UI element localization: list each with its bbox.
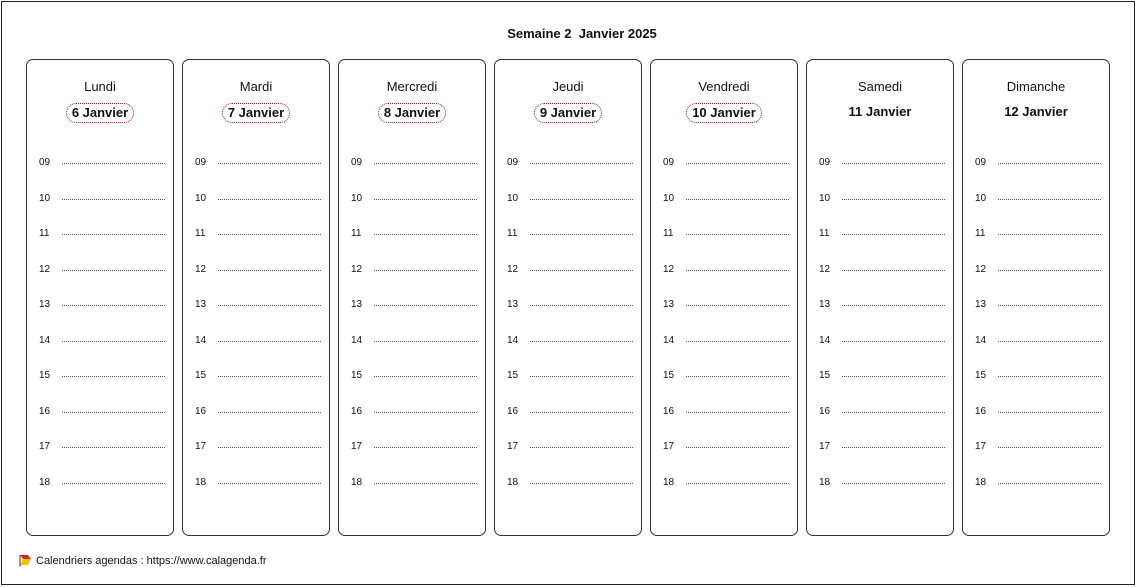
hour-label: 12 bbox=[663, 263, 675, 275]
hour-line bbox=[998, 270, 1101, 271]
hour-label: 17 bbox=[39, 441, 51, 452]
hour-label: 11 bbox=[507, 228, 518, 239]
hour-line bbox=[842, 163, 945, 164]
hour-label: 15 bbox=[975, 370, 987, 381]
hour-line bbox=[998, 376, 1101, 377]
hour-slot[interactable] bbox=[507, 477, 633, 513]
hour-slot[interactable] bbox=[663, 477, 789, 513]
hour-label: 18 bbox=[351, 476, 363, 488]
hour-line bbox=[998, 305, 1101, 306]
day-date: 6 Janvier bbox=[66, 103, 134, 123]
hour-line bbox=[686, 376, 789, 377]
hour-line bbox=[374, 447, 477, 448]
hour-line bbox=[62, 483, 165, 484]
hour-line bbox=[62, 412, 165, 413]
hour-slot[interactable] bbox=[819, 441, 945, 477]
hour-label: 09 bbox=[819, 157, 831, 168]
hour-list bbox=[351, 157, 477, 512]
hour-slot[interactable] bbox=[39, 477, 165, 513]
page-title: Semaine 2 Janvier 2025 bbox=[507, 26, 657, 41]
hour-line bbox=[218, 234, 321, 235]
hour-slot[interactable] bbox=[195, 193, 321, 229]
hour-slot[interactable] bbox=[507, 335, 633, 371]
hour-slot[interactable] bbox=[975, 477, 1101, 513]
hour-line bbox=[530, 341, 633, 342]
hour-slot[interactable] bbox=[39, 441, 165, 477]
hour-label: 15 bbox=[351, 370, 363, 381]
hour-label: 14 bbox=[351, 334, 363, 346]
hour-line bbox=[686, 234, 789, 235]
hour-label: 18 bbox=[663, 476, 675, 488]
hour-label: 12 bbox=[507, 263, 519, 275]
hour-slot[interactable] bbox=[39, 228, 165, 264]
hour-line bbox=[842, 305, 945, 306]
hour-slot[interactable] bbox=[195, 264, 321, 300]
hour-slot[interactable] bbox=[663, 370, 789, 406]
hour-slot[interactable] bbox=[507, 370, 633, 406]
hour-line bbox=[62, 305, 165, 306]
hour-slot[interactable] bbox=[507, 193, 633, 229]
hour-label: 14 bbox=[975, 334, 987, 346]
hour-label: 12 bbox=[819, 263, 831, 275]
hour-label: 16 bbox=[507, 405, 519, 417]
day-name: Mercredi bbox=[386, 79, 438, 94]
day-date: 11 Janvier bbox=[848, 104, 912, 119]
hour-label: 18 bbox=[39, 476, 51, 488]
hour-line bbox=[62, 199, 165, 200]
day-date: 12 Janvier bbox=[1004, 104, 1068, 119]
hour-label: 15 bbox=[195, 370, 207, 381]
day-column bbox=[26, 59, 174, 536]
hour-slot[interactable] bbox=[663, 264, 789, 300]
footer-link[interactable]: Calendriers agendas : https://www.calagenda.fr bbox=[36, 554, 267, 567]
hour-line bbox=[998, 163, 1101, 164]
hour-label: 14 bbox=[195, 334, 207, 346]
hour-list bbox=[663, 157, 789, 512]
day-column bbox=[650, 59, 798, 536]
hour-slot[interactable] bbox=[819, 370, 945, 406]
hour-slot[interactable] bbox=[975, 370, 1101, 406]
hour-line bbox=[686, 341, 789, 342]
day-date-wrap bbox=[27, 103, 173, 123]
hour-label: 09 bbox=[507, 157, 519, 168]
hour-slot[interactable] bbox=[39, 157, 165, 193]
hour-line bbox=[374, 163, 477, 164]
hour-label: 18 bbox=[975, 476, 987, 488]
hour-line bbox=[218, 305, 321, 306]
day-name: Lundi bbox=[84, 79, 116, 94]
hour-line bbox=[842, 270, 945, 271]
hour-slot[interactable] bbox=[507, 299, 633, 335]
hour-line bbox=[842, 376, 945, 377]
hour-label: 17 bbox=[663, 441, 675, 452]
hour-label: 12 bbox=[39, 263, 51, 275]
day-name: Samedi bbox=[857, 79, 903, 94]
hour-slot[interactable] bbox=[507, 441, 633, 477]
hour-slot[interactable] bbox=[819, 157, 945, 193]
hour-label: 11 bbox=[195, 228, 206, 239]
hour-label: 16 bbox=[195, 405, 207, 417]
hour-label: 13 bbox=[351, 299, 363, 310]
hour-slot[interactable] bbox=[975, 193, 1101, 229]
hour-label: 10 bbox=[351, 192, 363, 204]
hour-label: 15 bbox=[819, 370, 831, 381]
hour-slot[interactable] bbox=[39, 193, 165, 229]
hour-slot[interactable] bbox=[975, 228, 1101, 264]
hour-slot[interactable] bbox=[975, 157, 1101, 193]
hour-line bbox=[686, 305, 789, 306]
hour-label: 12 bbox=[975, 263, 987, 275]
hour-slot[interactable] bbox=[819, 193, 945, 229]
hour-label: 14 bbox=[39, 334, 51, 346]
hour-slot[interactable] bbox=[351, 477, 477, 513]
hour-line bbox=[686, 199, 789, 200]
hour-label: 15 bbox=[39, 370, 51, 381]
hour-label: 18 bbox=[507, 476, 519, 488]
hour-line bbox=[998, 199, 1101, 200]
hour-label: 09 bbox=[195, 157, 207, 168]
hour-label: 10 bbox=[39, 192, 51, 204]
hour-line bbox=[998, 341, 1101, 342]
hour-label: 17 bbox=[507, 441, 519, 452]
hour-label: 13 bbox=[39, 299, 51, 310]
hour-slot[interactable] bbox=[351, 406, 477, 442]
hour-line bbox=[998, 483, 1101, 484]
hour-label: 14 bbox=[819, 334, 831, 346]
hour-line bbox=[530, 447, 633, 448]
hour-slot[interactable] bbox=[195, 406, 321, 442]
hour-label: 18 bbox=[819, 476, 831, 488]
hour-slot[interactable] bbox=[507, 228, 633, 264]
hour-slot[interactable] bbox=[663, 441, 789, 477]
hour-slot[interactable] bbox=[663, 157, 789, 193]
hour-line bbox=[218, 483, 321, 484]
hour-label: 17 bbox=[351, 441, 363, 452]
day-date-wrap bbox=[495, 103, 641, 123]
hour-slot[interactable] bbox=[351, 370, 477, 406]
hour-slot[interactable] bbox=[195, 441, 321, 477]
day-date: 7 Janvier bbox=[222, 103, 290, 123]
day-date-wrap bbox=[963, 103, 1109, 123]
hour-slot[interactable] bbox=[195, 477, 321, 513]
hour-line bbox=[530, 412, 633, 413]
day-column bbox=[182, 59, 330, 536]
hour-label: 17 bbox=[975, 441, 987, 452]
hour-slot[interactable] bbox=[195, 228, 321, 264]
hour-label: 11 bbox=[663, 228, 674, 239]
hour-slot[interactable] bbox=[819, 299, 945, 335]
hour-slot[interactable] bbox=[507, 406, 633, 442]
hour-slot[interactable] bbox=[195, 335, 321, 371]
hour-slot[interactable] bbox=[351, 193, 477, 229]
calendar-logo-icon bbox=[19, 554, 32, 567]
hour-line bbox=[374, 483, 477, 484]
day-name: Vendredi bbox=[698, 79, 750, 94]
hour-label: 10 bbox=[819, 192, 831, 204]
hour-slot[interactable] bbox=[975, 406, 1101, 442]
hour-slot[interactable] bbox=[39, 335, 165, 371]
hour-line bbox=[530, 305, 633, 306]
hour-label: 12 bbox=[195, 263, 207, 275]
hour-line bbox=[530, 163, 633, 164]
hour-label: 14 bbox=[507, 334, 519, 346]
hour-line bbox=[62, 270, 165, 271]
hour-label: 15 bbox=[663, 370, 675, 381]
hour-slot[interactable] bbox=[351, 264, 477, 300]
hour-line bbox=[842, 412, 945, 413]
hour-slot[interactable] bbox=[195, 370, 321, 406]
hour-label: 11 bbox=[39, 228, 50, 239]
hour-slot[interactable] bbox=[975, 335, 1101, 371]
hour-line bbox=[842, 447, 945, 448]
hour-line bbox=[686, 447, 789, 448]
hour-label: 13 bbox=[663, 299, 675, 310]
hour-list bbox=[507, 157, 633, 512]
hour-label: 13 bbox=[195, 299, 207, 310]
hour-line bbox=[218, 270, 321, 271]
hour-slot[interactable] bbox=[819, 228, 945, 264]
hour-slot[interactable] bbox=[975, 441, 1101, 477]
day-date-wrap bbox=[807, 103, 953, 123]
hour-slot[interactable] bbox=[975, 299, 1101, 335]
hour-line bbox=[218, 447, 321, 448]
hour-label: 16 bbox=[819, 405, 831, 417]
hour-slot[interactable] bbox=[663, 335, 789, 371]
hour-label: 11 bbox=[975, 228, 986, 239]
hour-line bbox=[842, 341, 945, 342]
hour-line bbox=[842, 234, 945, 235]
hour-label: 09 bbox=[351, 157, 363, 168]
hour-label: 13 bbox=[507, 299, 519, 310]
day-date: 10 Janvier bbox=[686, 103, 762, 123]
hour-line bbox=[374, 270, 477, 271]
hour-slot[interactable] bbox=[663, 228, 789, 264]
hour-line bbox=[374, 199, 477, 200]
hour-label: 16 bbox=[975, 405, 987, 417]
hour-list bbox=[819, 157, 945, 512]
hour-slot[interactable] bbox=[351, 228, 477, 264]
hour-slot[interactable] bbox=[819, 477, 945, 513]
hour-slot[interactable] bbox=[195, 157, 321, 193]
hour-line bbox=[842, 483, 945, 484]
hour-line bbox=[686, 483, 789, 484]
hour-slot[interactable] bbox=[663, 406, 789, 442]
hour-slot[interactable] bbox=[351, 299, 477, 335]
hour-line bbox=[530, 234, 633, 235]
hour-slot[interactable] bbox=[663, 299, 789, 335]
hour-label: 10 bbox=[507, 192, 519, 204]
hour-line bbox=[686, 270, 789, 271]
hour-slot[interactable] bbox=[819, 264, 945, 300]
hour-line bbox=[530, 199, 633, 200]
hour-line bbox=[686, 163, 789, 164]
hour-line bbox=[842, 199, 945, 200]
hour-line bbox=[374, 234, 477, 235]
hour-line bbox=[218, 412, 321, 413]
hour-slot[interactable] bbox=[351, 335, 477, 371]
hour-slot[interactable] bbox=[507, 264, 633, 300]
hour-line bbox=[62, 376, 165, 377]
hour-label: 10 bbox=[195, 192, 207, 204]
hour-slot[interactable] bbox=[195, 299, 321, 335]
hour-slot[interactable] bbox=[351, 157, 477, 193]
day-name: Jeudi bbox=[552, 79, 584, 94]
hour-label: 18 bbox=[195, 476, 207, 488]
hour-list bbox=[39, 157, 165, 512]
hour-slot[interactable] bbox=[507, 157, 633, 193]
hour-label: 16 bbox=[351, 405, 363, 417]
hour-line bbox=[62, 447, 165, 448]
hour-line bbox=[374, 305, 477, 306]
day-column bbox=[338, 59, 486, 536]
hour-label: 10 bbox=[663, 192, 675, 204]
hour-label: 10 bbox=[975, 192, 987, 204]
day-column bbox=[806, 59, 954, 536]
hour-line bbox=[530, 376, 633, 377]
day-date-wrap bbox=[183, 103, 329, 123]
day-column bbox=[962, 59, 1110, 536]
hour-line bbox=[62, 234, 165, 235]
hour-line bbox=[530, 270, 633, 271]
hour-line bbox=[374, 341, 477, 342]
hour-label: 13 bbox=[975, 299, 987, 310]
hour-line bbox=[218, 199, 321, 200]
hour-label: 15 bbox=[507, 370, 519, 381]
hour-label: 13 bbox=[819, 299, 831, 310]
hour-label: 16 bbox=[39, 405, 51, 417]
hour-label: 09 bbox=[663, 157, 675, 168]
hour-slot[interactable] bbox=[39, 299, 165, 335]
hour-line bbox=[530, 483, 633, 484]
hour-line bbox=[998, 234, 1101, 235]
hour-label: 14 bbox=[663, 334, 675, 346]
hour-line bbox=[62, 163, 165, 164]
hour-slot[interactable] bbox=[819, 406, 945, 442]
hour-line bbox=[998, 447, 1101, 448]
hour-line bbox=[686, 412, 789, 413]
hour-slot[interactable] bbox=[39, 370, 165, 406]
hour-label: 09 bbox=[39, 157, 51, 168]
hour-line bbox=[374, 412, 477, 413]
hour-slot[interactable] bbox=[975, 264, 1101, 300]
hour-line bbox=[62, 341, 165, 342]
hour-slot[interactable] bbox=[39, 406, 165, 442]
hour-slot[interactable] bbox=[819, 335, 945, 371]
hour-label: 17 bbox=[819, 441, 831, 452]
hour-label: 17 bbox=[195, 441, 207, 452]
hour-slot[interactable] bbox=[351, 441, 477, 477]
hour-label: 12 bbox=[351, 263, 363, 275]
hour-label: 16 bbox=[663, 405, 675, 417]
hour-line bbox=[998, 412, 1101, 413]
day-date-wrap bbox=[339, 103, 485, 123]
hour-label: 09 bbox=[975, 157, 987, 168]
day-column bbox=[494, 59, 642, 536]
hour-list bbox=[975, 157, 1101, 512]
footer bbox=[19, 554, 267, 567]
week-grid bbox=[26, 59, 1110, 536]
day-name: Dimanche bbox=[1006, 79, 1066, 94]
hour-label: 11 bbox=[351, 228, 362, 239]
day-date: 8 Janvier bbox=[378, 103, 446, 123]
hour-slot[interactable] bbox=[663, 193, 789, 229]
hour-slot[interactable] bbox=[39, 264, 165, 300]
hour-list bbox=[195, 157, 321, 512]
day-name: Mardi bbox=[239, 79, 273, 94]
hour-line bbox=[218, 376, 321, 377]
hour-line bbox=[218, 163, 321, 164]
hour-line bbox=[374, 376, 477, 377]
day-date-wrap bbox=[651, 103, 797, 123]
hour-line bbox=[218, 341, 321, 342]
hour-label: 11 bbox=[819, 228, 830, 239]
day-date: 9 Janvier bbox=[534, 103, 602, 123]
